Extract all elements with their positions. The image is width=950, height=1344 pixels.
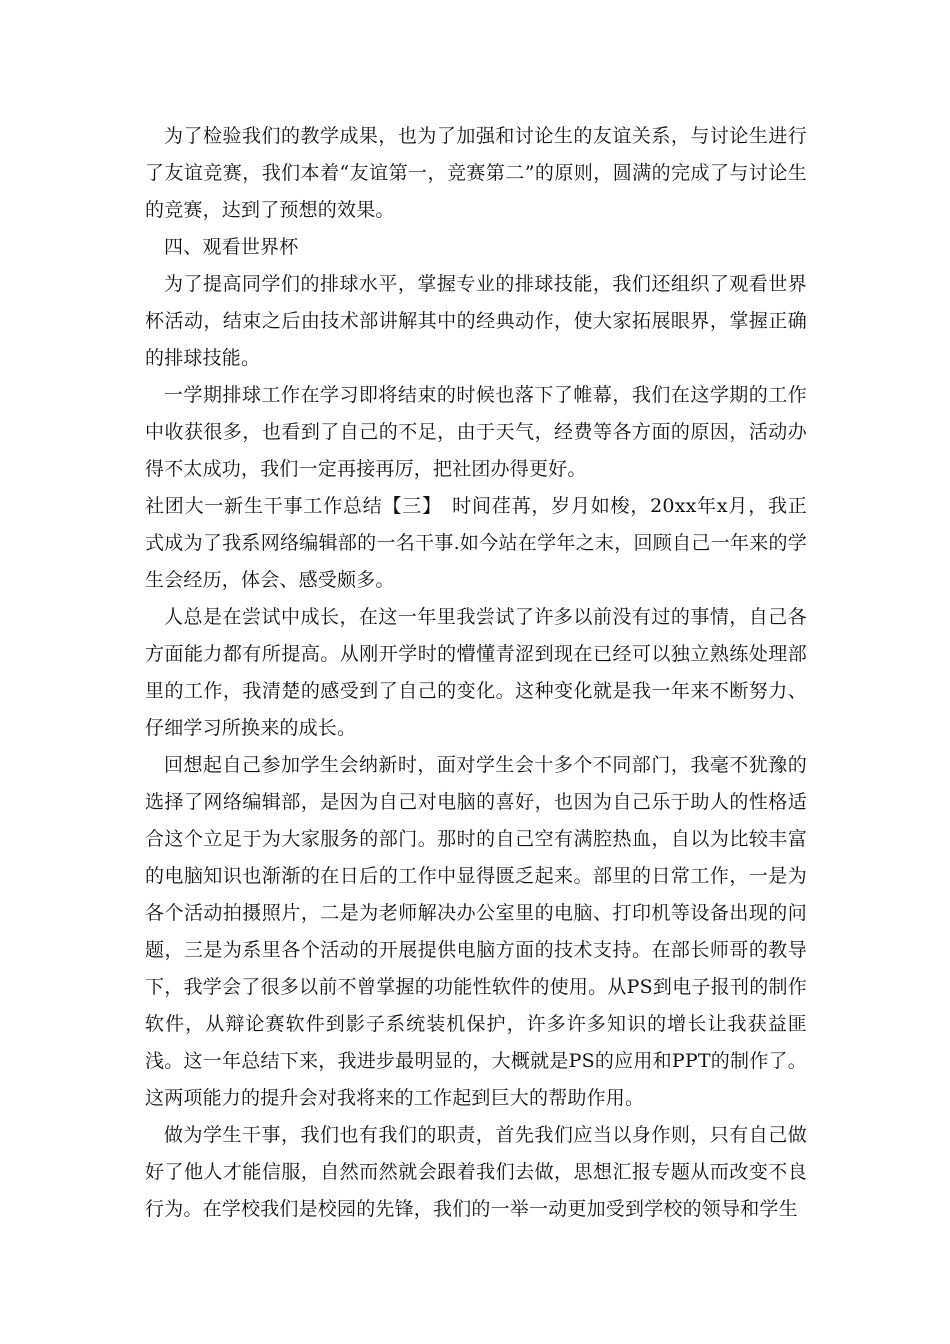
paragraph-section-three-intro: 社团大一新生干事工作总结【三】 时间荏苒，岁月如梭，20xx年x月，我正式成为了我系网络编辑部的一名干事.如今站在学年之末，回顾自己一年来的学生会经历，体会、感受颇多。 xyxy=(145,495,807,591)
section-heading-world-cup: 四、观看世界杯 xyxy=(164,236,299,258)
document-body xyxy=(145,118,807,1228)
paragraph-joining-department: 回想起自己参加学生会纳新时，面对学生会十多个不同部门，我毫不犹豫的选择了网络编辑部，是因为自己对电脑的喜好，也因为自己乐于助人的性格适合这个立足于为大家服务的部门。那时的自己空有满腔热血，自以为比较丰富的电脑知识也渐渐的在日后的工作中显得匮乏起来。部里的日常工作，一是为各个活动拍摄照片，二是为老师解决办公室里的电脑、打印机等设备出现的问题，三是为系里各个活动的开展提供电脑方面的技术支持。在部长师哥的教导下，我学会了很多以前不曾掌握的功能性软件的使用。从PS到电子报刊的制作软件，从辩论赛软件到影子系统装机保护，许多许多知识的增长让我获益匪浅。这一年总结下来，我进步最明显的，大概就是PS的应用和PPT的制作了。这两项能力的提升会对我将来的工作起到巨大的帮助作用。 xyxy=(145,754,807,1109)
paragraph-world-cup-viewing: 为了提高同学们的排球水平，掌握专业的排球技能，我们还组织了观看世界杯活动，结束之后由技术部讲解其中的经典动作，使大家拓展眼界，掌握正确的排球技能。 xyxy=(145,273,807,369)
paragraph-semester-summary: 一学期排球工作在学习即将结束的时候也落下了帷幕，我们在这学期的工作中收获很多，也看到了自己的不足，由于天气，经费等各方面的原因，活动办得不太成功，我们一定再接再厉，把社团办得更好。 xyxy=(145,384,807,480)
paragraph-growth: 人总是在尝试中成长，在这一年里我尝试了许多以前没有过的事情，自己各方面能力都有所提高。从刚开学时的懵懂青涩到现在已经可以独立熟练处理部里的工作，我清楚的感受到了自己的变化。这种变化就是我一年来不断努力、仔细学习所换来的成长。 xyxy=(145,606,807,739)
paragraph-duties: 做为学生干事，我们也有我们的职责，首先我们应当以身作则，只有自己做好了他人才能信服，自然而然就会跟着我们去做，思想汇报专题从而改变不良行为。在学校我们是校园的先锋，我们的一举一动更加受到学校的领导和学生 xyxy=(145,1124,807,1220)
paragraph-friendship-match: 为了检验我们的教学成果，也为了加强和讨论生的友谊关系，与讨论生进行了友谊竞赛，我们本着“友谊第一，竞赛第二”的原则，圆满的完成了与讨论生的竞赛，达到了预想的效果。 xyxy=(145,125,807,221)
